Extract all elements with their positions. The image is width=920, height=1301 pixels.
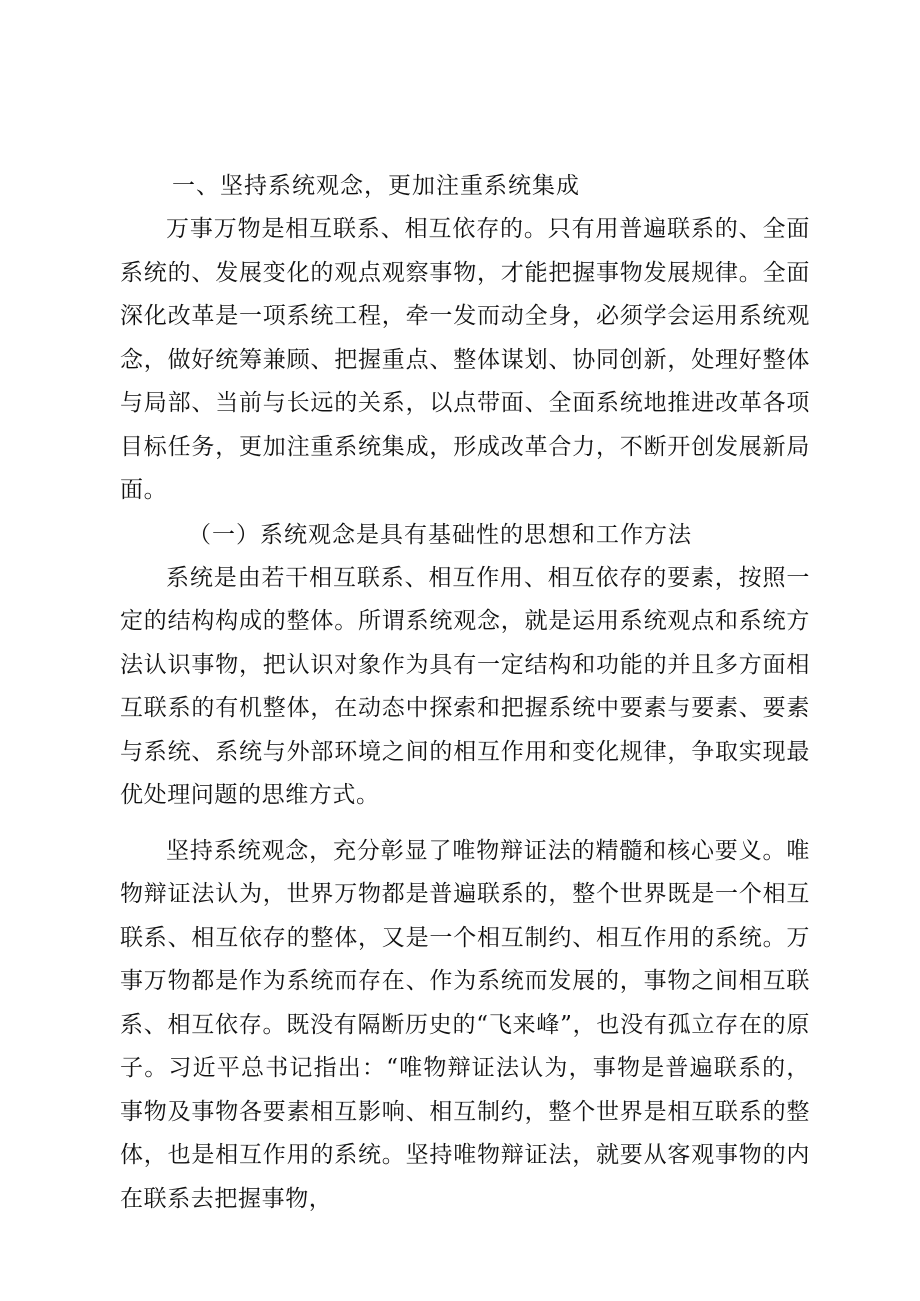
body-paragraph-3: 坚持系统观念，充分彰显了唯物辩证法的精髓和核心要义。唯物辩证法认为，世界万物都是普遍联系的，整个世界既是一个相互联系、相互依存的整体，又是一个相互制约、相互作用的系统。万事万物都是作为系统而存在、作为系统而发展的，事物之间相互联系、相互依存。既没有隔断历史的“飞来峰”，也没有孤立存在的原子。习近平总书记指出：“唯物辩证法认为，事物是普遍联系的，事物及事物各要素相互影响、相互制约，整个世界是相互联系的整体，也是相互作用的系统。坚持唯物辩证法，就要从客观事物的内在联系去把握事物，	[120, 837, 810, 1212]
subsection-heading: （一）系统观念是具有基础性的思想和工作方法	[188, 521, 692, 548]
section-heading: 一、坚持系统观念，更加注重系统集成	[172, 173, 580, 199]
body-paragraph-1: 万事万物是相互联系、相互依存的。只有用普遍联系的、全面系统的、发展变化的观点观察事物，才能把握事物发展规律。全面深化改革是一项系统工程，牵一发而动全身，必须学会运用系统观念，做好统筹兼顾、把握重点、整体谋划、协同创新，处理好整体与局部、当前与长远的关系，以点带面、全面系统地推进改革各项目标任务，更加注重系统集成，形成改革合力，不断开创发展新局面。	[120, 216, 810, 503]
body-paragraph-2: 系统是由若干相互联系、相互作用、相互依存的要素，按照一定的结构构成的整体。所谓系统观念，就是运用系统观点和系统方法认识事物，把认识对象作为具有一定结构和功能的并且多方面相互联系的有机整体，在动态中探索和把握系统中要素与要素、要素与系统、系统与外部环境之间的相互作用和变化规律，争取实现最优处理问题的思维方式。	[120, 564, 810, 808]
document-body	[120, 164, 810, 1221]
